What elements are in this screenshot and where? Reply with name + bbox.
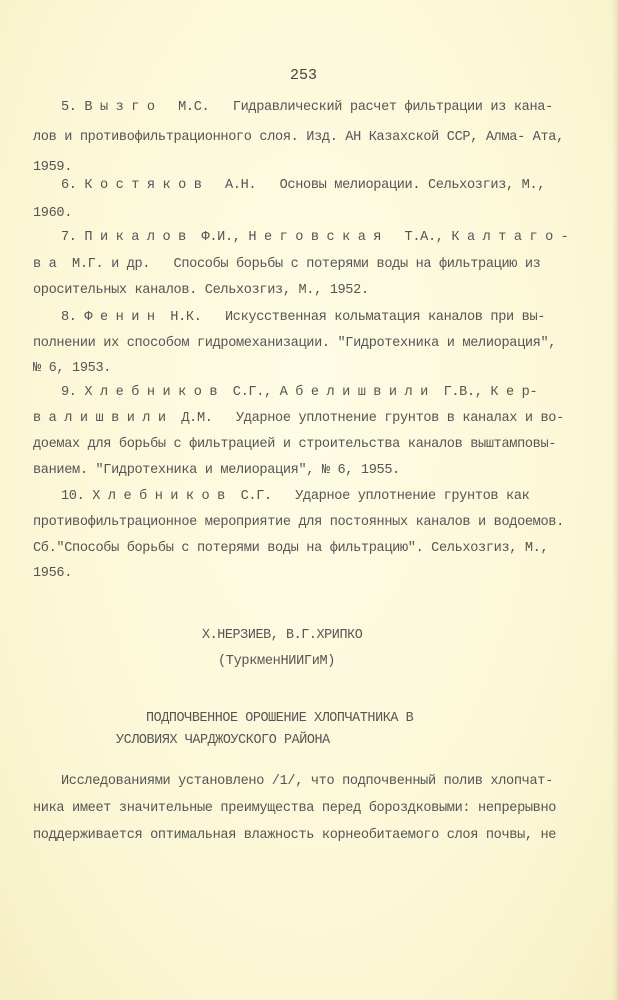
reference-8-line-2: полнении их способом гидромеханизации. "Гидротехника и мелиорация",: [33, 336, 557, 351]
reference-5-line-3: 1959.: [33, 160, 73, 175]
reference-9-line-3: доемах для борьбы с фильтрацией и строительства каналов выштамповы-: [33, 437, 557, 452]
reference-6-line-2: 1960.: [33, 206, 73, 221]
article-body-line-1: Исследованиями установлено /1/, что подпочвенный полив хлопчат-: [61, 774, 553, 789]
article-body-line-2: ника имеет значительные преимущества перед бороздковыми: непрерывно: [33, 801, 557, 816]
reference-7-line-1: 7. П и к а л о в Ф.И., Н е г о в с к а я Т.А., К а л т а г о -: [61, 230, 569, 245]
page-number: 253: [290, 67, 318, 84]
article-authors: Х.НЕРЗИЕВ, В.Г.ХРИПКО: [202, 628, 363, 643]
reference-10-line-3: Сб."Способы борьбы с потерями воды на фильтрацию". Сельхозгиз, М.,: [33, 541, 549, 556]
reference-10-line-1: 10. Х л е б н и к о в С.Г. Ударное уплотнение грунтов как: [61, 489, 530, 504]
reference-9-line-2: в а л и ш в и л и Д.М. Ударное уплотнение грунтов в каналах и во-: [33, 411, 564, 426]
reference-8-line-3: № 6, 1953.: [33, 361, 112, 376]
reference-9-line-1: 9. Х л е б н и к о в С.Г., А б е л и ш в и л и Г.В., К е р-: [61, 385, 538, 400]
reference-10-line-2: противофильтрационное мероприятие для постоянных каналов и водоемов.: [33, 515, 564, 530]
article-body-line-3: поддерживается оптимальная влажность корнеобитаемого слоя почвы, не: [33, 828, 557, 843]
article-institution: (ТуркменНИИГиМ): [218, 654, 336, 669]
article-title-line-2: УСЛОВИЯХ ЧАРДЖОУСКОГО РАЙОНА: [116, 733, 330, 748]
reference-7-line-3: оросительных каналов. Сельхозгиз, М., 1952.: [33, 283, 369, 298]
reference-5-line-1: 5. В ы з г о М.С. Гидравлический расчет фильтрации из кана-: [61, 100, 553, 115]
reference-7-line-2: в а М.Г. и др. Способы борьбы с потерями воды на фильтрацию из: [33, 257, 541, 272]
reference-8-line-1: 8. Ф е н и н Н.К. Искусственная кольматация каналов при вы-: [61, 310, 546, 325]
reference-10-line-4: 1956.: [33, 566, 73, 581]
reference-6-line-1: 6. К о с т я к о в А.Н. Основы мелиорации. Сельхозгиз, М.,: [61, 178, 546, 193]
paper-edge-shadow: [612, 0, 618, 1000]
article-title-line-1: ПОДПОЧВЕННОЕ ОРОШЕНИЕ ХЛОПЧАТНИКА В: [146, 711, 414, 726]
reference-9-line-4: ванием. "Гидротехника и мелиорация", № 6, 1955.: [33, 463, 400, 478]
reference-5-line-2: лов и противофильтрационного слоя. Изд. АН Казахской ССР, Алма- Ата,: [33, 130, 564, 145]
